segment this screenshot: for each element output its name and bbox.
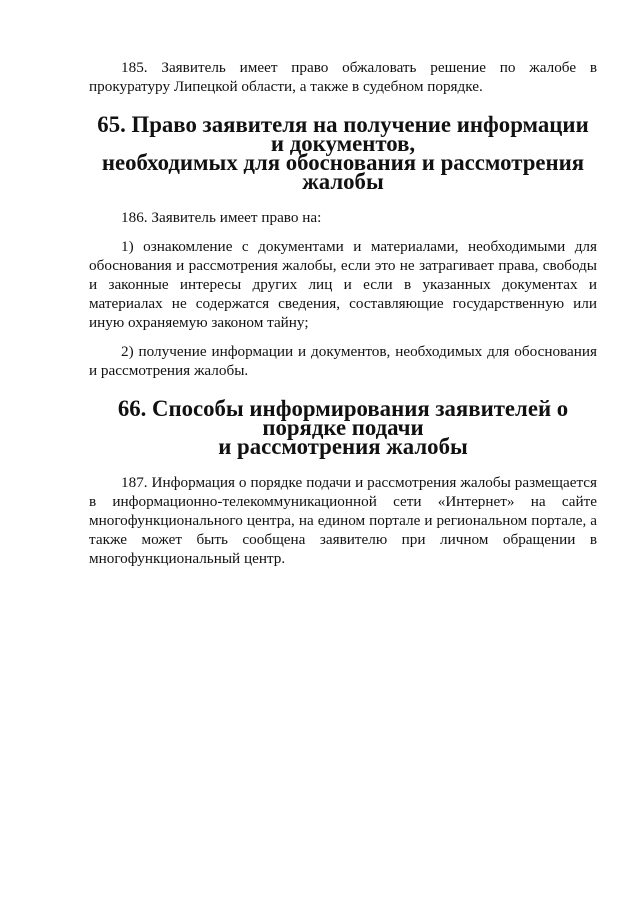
section-heading-66-line2: и рассмотрения жалобы	[218, 434, 468, 459]
section-heading-66	[89, 396, 597, 459]
section-heading-65-line1: 65. Право заявителя на получение информации и документов,	[97, 112, 589, 156]
paragraph-185: 185. Заявитель имеет право обжаловать решение по жалобе в прокуратуру Липецкой области, а также в судебном порядке.	[89, 59, 597, 95]
spacer	[89, 332, 597, 342]
paragraph-186-item-1: 1) ознакомление с документами и материалами, необходимыми для обоснования и рассмотрения жалобы, если это не затрагивает права, свободы и законные интересы других лиц и если в указанных документах и материалах не содержатся сведения, составляющие государственную или иную охраняемую законом тайну;	[89, 238, 597, 331]
section-heading-65	[89, 112, 597, 194]
section-heading-65-line2: необходимых для обоснования и рассмотрения жалобы	[101, 150, 585, 194]
paragraph-186: 186. Заявитель имеет право на:	[121, 209, 322, 226]
section-heading-66-line1: 66. Способы информирования заявителей о порядке подачи	[117, 396, 569, 440]
spacer	[89, 227, 597, 237]
document-page	[89, 58, 597, 568]
paragraph-186-item-2: 2) получение информации и документов, необходимых для обоснования и рассмотрения жалобы.	[89, 343, 597, 379]
paragraph-187: 187. Информация о порядке подачи и рассмотрения жалобы размещается в информационно-телекоммуникационной сети «Интернет» на сайте многофункционального центра, на едином портале и региональном портале, а также может быть сообщена заявителю при личном обращении в многофункциональный центр.	[89, 474, 597, 567]
